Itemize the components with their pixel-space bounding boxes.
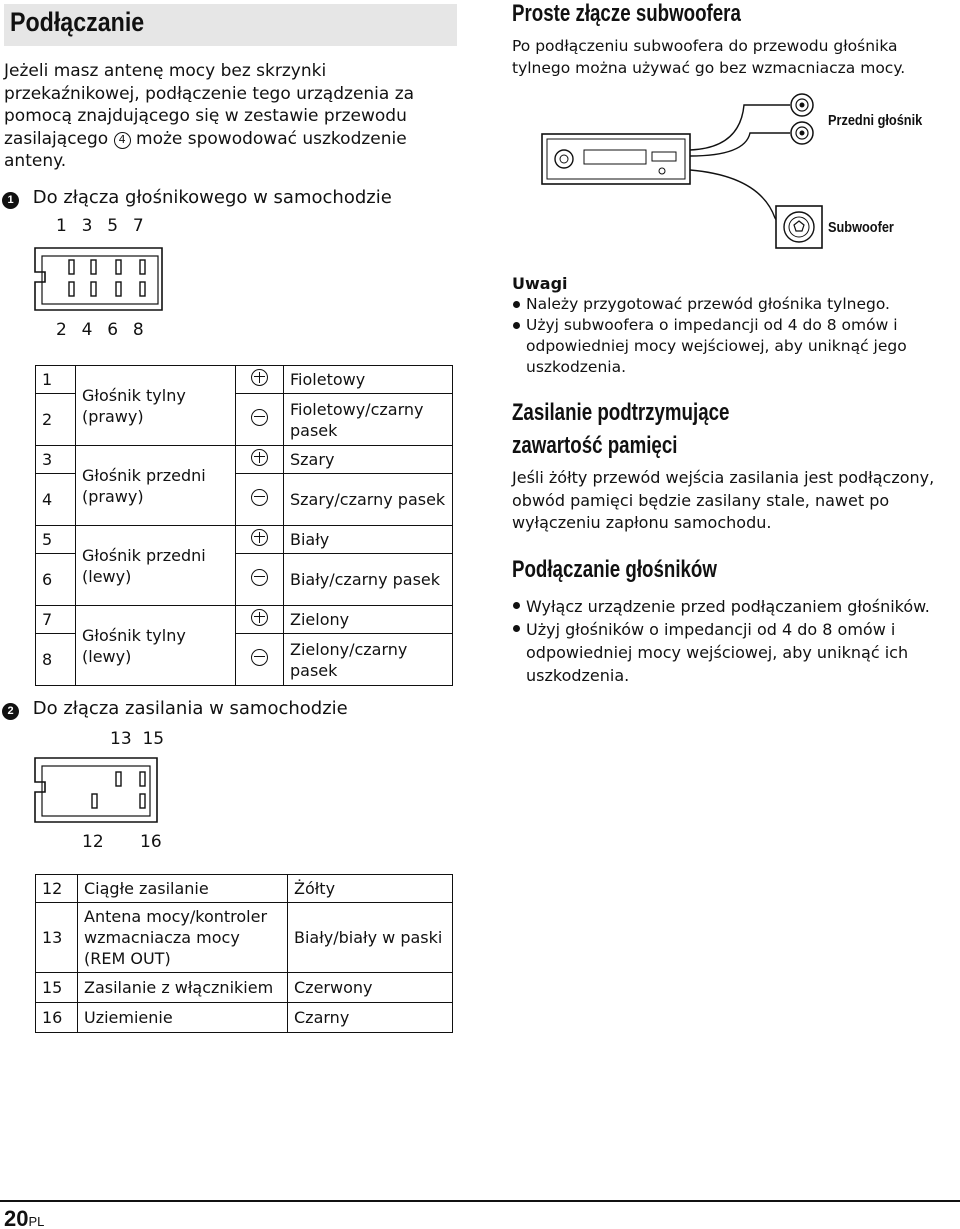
polarity-cell xyxy=(236,394,284,446)
speaker-heading xyxy=(2,187,392,209)
speaker-heading-text: Do złącza głośnikowego w samochodzie xyxy=(32,187,392,208)
wire-color-cell: Biały xyxy=(284,526,453,554)
page-language: PL xyxy=(28,1214,45,1229)
wire-color-cell: Szary xyxy=(284,446,453,474)
ref-circle-4: 4 xyxy=(114,132,131,149)
page-number xyxy=(4,1206,44,1229)
intro-text-1: Jeżeli masz antenę mocy bez skrzynki przekaźnikowej, podłączenie tego urządzenia za pomocą znajdującego się w zestawie przewodu zasilającego xyxy=(4,61,415,149)
plus-icon xyxy=(251,529,268,546)
pin-cell: 13 xyxy=(36,903,78,973)
polarity-cell xyxy=(236,526,284,554)
heading-number-1: 1 xyxy=(2,192,19,209)
pin-cell: 4 xyxy=(36,474,76,526)
speaker-instruction-item: Wyłącz urządzenie przed podłączaniem głośników. xyxy=(512,595,932,618)
polarity-cell xyxy=(236,474,284,526)
memory-title-line-2: zawartość pamięci xyxy=(512,432,678,459)
power-pin-12: 12 xyxy=(82,832,104,852)
wire-color-cell: Zielony xyxy=(284,606,453,634)
front-speaker-label: Przedni głośnik xyxy=(828,112,923,129)
wire-color-cell: Biały/czarny pasek xyxy=(284,554,453,606)
pin-cell: 8 xyxy=(36,634,76,686)
memory-title-line-1: Zasilanie podtrzymujące xyxy=(512,399,730,426)
pin-cell: 7 xyxy=(36,606,76,634)
power-table-row xyxy=(36,973,453,1003)
heading-number-2: 2 xyxy=(2,703,19,720)
notes-title: Uwagi xyxy=(512,274,568,293)
pin-cell: 2 xyxy=(36,394,76,446)
speaker-pins-top: 1 3 5 7 xyxy=(56,216,144,236)
minus-icon xyxy=(251,649,268,666)
minus-icon xyxy=(251,489,268,506)
plus-icon xyxy=(251,449,268,466)
function-cell: Zasilanie z włącznikiem xyxy=(78,973,288,1003)
memory-title xyxy=(512,396,729,462)
power-pin-16: 16 xyxy=(140,832,162,852)
page-number-value: 20 xyxy=(4,1206,29,1229)
speaker-wiring-table xyxy=(35,365,453,686)
speaker-table-row xyxy=(36,366,453,394)
power-heading xyxy=(2,698,348,720)
polarity-cell xyxy=(236,554,284,606)
pin-cell: 16 xyxy=(36,1003,78,1033)
plus-icon xyxy=(251,369,268,386)
power-heading-text: Do złącza zasilania w samochodzie xyxy=(32,698,348,719)
function-cell: Ciągłe zasilanie xyxy=(78,875,288,903)
wire-color-cell: Czarny xyxy=(288,1003,453,1033)
function-cell: Uziemienie xyxy=(78,1003,288,1033)
speaker-instruction-item: Użyj głośników o impedancji od 4 do 8 omów i odpowiedniej mocy wejściowej, aby uniknąć ich uszkodzenia. xyxy=(512,618,932,687)
function-cell: Antena mocy/kontroler wzmacniacza mocy (REM OUT) xyxy=(78,903,288,973)
section-title: Podłączanie xyxy=(10,7,145,37)
polarity-cell xyxy=(236,634,284,686)
wire-color-cell: Szary/czarny pasek xyxy=(284,474,453,526)
subwoofer-label: Subwoofer xyxy=(828,219,894,236)
polarity-cell xyxy=(236,366,284,394)
note-item: Należy przygotować przewód głośnika tylnego. xyxy=(512,294,932,315)
pin-cell: 12 xyxy=(36,875,78,903)
pin-cell: 5 xyxy=(36,526,76,554)
notes-list xyxy=(512,294,932,378)
plus-icon xyxy=(251,609,268,626)
power-pins-top: 13 15 xyxy=(110,729,165,749)
minus-icon xyxy=(251,569,268,586)
intro-paragraph xyxy=(4,60,454,173)
intro-text-2: może spowodować uszkodzenie anteny. xyxy=(4,128,407,171)
speakers-title: Podłączanie głośników xyxy=(512,556,717,583)
speaker-pins-bottom: 2 4 6 8 xyxy=(56,320,144,340)
subwoofer-text: Po podłączeniu subwoofera do przewodu głośnika tylnego można używać go bez wzmacniacza mocy. xyxy=(512,37,906,77)
speaker-name-cell: Głośnik przedni (prawy) xyxy=(76,446,236,526)
minus-icon xyxy=(251,409,268,426)
power-table-row xyxy=(36,1003,453,1033)
note-item: Użyj subwoofera o impedancji od 4 do 8 omów i odpowiedniej mocy wejściowej, aby uniknąć jego uszkodzenia. xyxy=(512,315,932,378)
wire-color-cell: Zielony/czarny pasek xyxy=(284,634,453,686)
wire-color-cell: Fioletowy/czarny pasek xyxy=(284,394,453,446)
pin-cell: 1 xyxy=(36,366,76,394)
speaker-table-row xyxy=(36,526,453,554)
polarity-cell xyxy=(236,446,284,474)
power-table-row xyxy=(36,875,453,903)
power-table-row xyxy=(36,903,453,973)
wire-color-cell: Fioletowy xyxy=(284,366,453,394)
speaker-name-cell: Głośnik przedni (lewy) xyxy=(76,526,236,606)
wire-color-cell: Czerwony xyxy=(288,973,453,1003)
wire-color-cell: Biały/biały w paski xyxy=(288,903,453,973)
speaker-table-row xyxy=(36,606,453,634)
power-connector-diagram xyxy=(30,756,170,828)
speaker-table-row xyxy=(36,446,453,474)
wire-color-cell: Żółty xyxy=(288,875,453,903)
pin-cell: 15 xyxy=(36,973,78,1003)
footer-rule xyxy=(0,1200,960,1202)
speaker-name-cell: Głośnik tylny (lewy) xyxy=(76,606,236,686)
subwoofer-title: Proste złącze subwoofera xyxy=(512,0,741,27)
pin-cell: 6 xyxy=(36,554,76,606)
speaker-connector-diagram xyxy=(30,246,170,316)
polarity-cell xyxy=(236,606,284,634)
subwoofer-diagram xyxy=(540,88,830,250)
power-wiring-table xyxy=(35,874,453,1033)
pin-cell: 3 xyxy=(36,446,76,474)
speaker-name-cell: Głośnik tylny (prawy) xyxy=(76,366,236,446)
memory-text: Jeśli żółty przewód wejścia zasilania jest podłączony, obwód pamięci będzie zasilany stale, nawet po wyłączeniu zapłonu samochodu. xyxy=(512,468,935,532)
speakers-list xyxy=(512,595,932,687)
